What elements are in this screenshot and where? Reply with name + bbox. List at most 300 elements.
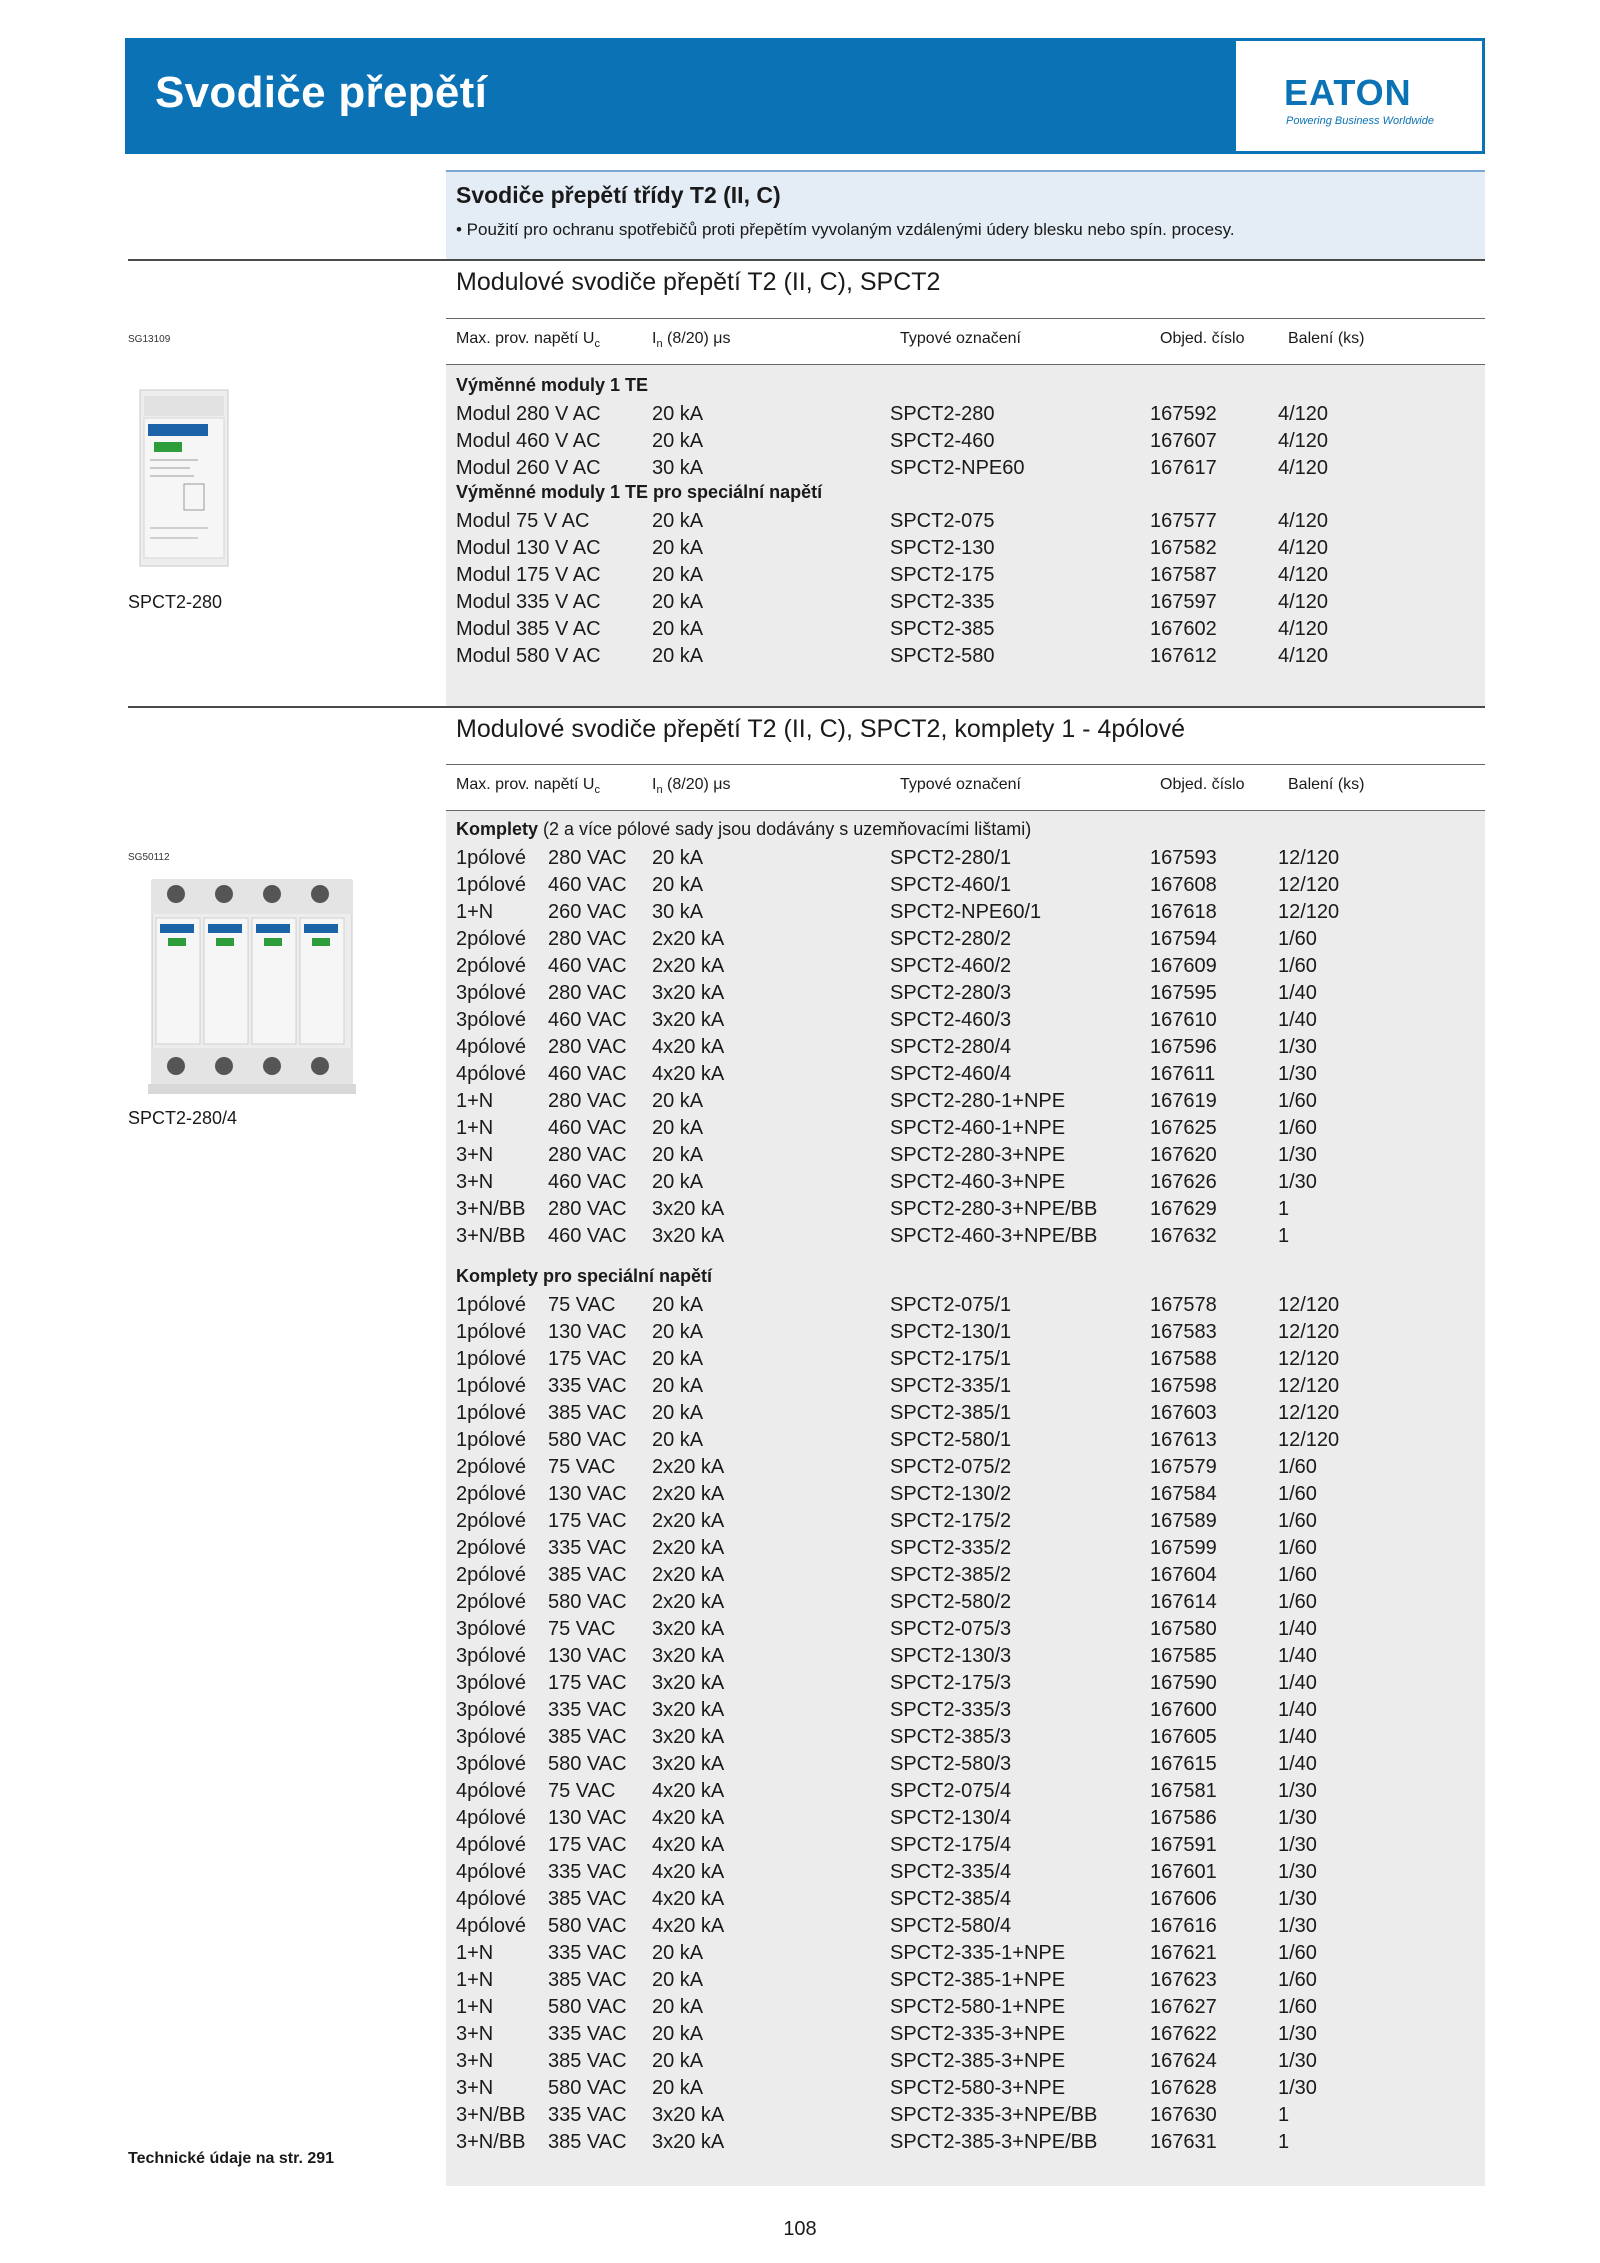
cell-a: Modul 385 V AC [456,618,601,640]
cell-d: SPCT2-NPE60/1 [890,901,1042,923]
table-row [0,1169,1600,1196]
cell-c: 20 kA [652,1375,704,1397]
cell-a: 3pólové [456,1672,527,1694]
cell-d: SPCT2-460/3 [890,1009,1012,1031]
cell-c: 20 kA [652,2077,704,2099]
cell-e: 167613 [1150,1429,1217,1451]
table-row [0,1223,1600,1250]
table-row [0,401,1600,428]
cell-a: 3+N/BB [456,2104,526,2126]
cell-c: 20 kA [652,847,704,869]
cell-c: 20 kA [652,1429,704,1451]
cell-b: 75 VAC [548,1780,616,1802]
col-head-current: $I_n$ (8/20) μs [652,330,731,351]
cell-c: 3x20 kA [652,1753,725,1775]
cell-f: 1/30 [1278,1063,1317,1085]
cell-d: SPCT2-280/4 [890,1036,1012,1058]
cell-f: 12/120 [1278,847,1340,869]
cell-a: 2pólové [456,1510,527,1532]
table-row [0,1427,1600,1454]
cell-d: SPCT2-385-3+NPE/BB [890,2131,1098,2153]
cell-e: 167578 [1150,1294,1217,1316]
table-row [0,1373,1600,1400]
cell-d: SPCT2-075/4 [890,1780,1012,1802]
cell-f: 1 [1278,1225,1290,1247]
cell-d: SPCT2-175/3 [890,1672,1012,1694]
cell-e: 167585 [1150,1645,1217,1667]
col-head-voltage: Max. prov. napětí $U_c$ [456,776,600,797]
cell-e: 167618 [1150,901,1217,923]
table-row [0,1805,1600,1832]
cell-b: 175 VAC [548,1510,627,1532]
cell-a: Modul 280 V AC [456,403,601,425]
cell-b: 130 VAC [548,1807,627,1829]
table-row [0,589,1600,616]
cell-f: 4/120 [1278,564,1329,586]
cell-f: 1/40 [1278,1618,1317,1640]
cell-c: 20 kA [652,645,704,667]
cell-d: SPCT2-130/2 [890,1483,1012,1505]
cell-b: 335 VAC [548,2104,627,2126]
cell-a: 3pólové [456,1753,527,1775]
cell-c: 20 kA [652,1402,704,1424]
cell-b: 280 VAC [548,928,627,950]
cell-c: 4x20 kA [652,1834,725,1856]
cell-e: 167607 [1150,430,1217,452]
cell-e: 167617 [1150,457,1217,479]
cell-b: 335 VAC [548,1942,627,1964]
cell-d: SPCT2-280/2 [890,928,1012,950]
cell-e: 167612 [1150,645,1217,667]
cell-a: 4pólové [456,1834,527,1856]
cell-e: 167621 [1150,1942,1217,1964]
cell-c: 3x20 kA [652,2131,725,2153]
header-rule [446,764,1485,765]
cell-e: 167586 [1150,1807,1217,1829]
eaton-logo-mark [1284,75,1434,111]
cell-e: 167631 [1150,2131,1217,2153]
cell-f: 1/40 [1278,1009,1317,1031]
cell-e: 167610 [1150,1009,1217,1031]
cell-f: 1/40 [1278,982,1317,1004]
cell-b: 175 VAC [548,1348,627,1370]
cell-b: 580 VAC [548,1591,627,1613]
cell-a: 1pólové [456,1294,527,1316]
cell-b: 385 VAC [548,1888,627,1910]
table-row [0,1589,1600,1616]
cell-f: 4/120 [1278,403,1329,425]
cell-d: SPCT2-130/4 [890,1807,1012,1829]
table-row [0,1967,1600,1994]
table-row [0,1616,1600,1643]
cell-c: 4x20 kA [652,1807,725,1829]
group-heading [456,1266,712,1287]
table-row [0,1400,1600,1427]
cell-f: 1/40 [1278,1699,1317,1721]
table-row [0,2048,1600,2075]
cell-f: 1/30 [1278,1780,1317,1802]
group-title: Výměnné moduly 1 TE pro speciální napětí [456,482,823,502]
cell-d: SPCT2-580/3 [890,1753,1012,1775]
group-title: Výměnné moduly 1 TE [456,375,649,395]
table-row [0,643,1600,670]
cell-e: 167619 [1150,1090,1217,1112]
cell-b: 130 VAC [548,1483,627,1505]
cell-b: 385 VAC [548,2050,627,2072]
cell-b: 580 VAC [548,1915,627,1937]
cell-d: SPCT2-385/4 [890,1888,1012,1910]
cell-f: 1/60 [1278,1090,1317,1112]
col-head-current: $I_n$ (8/20) μs [652,776,731,797]
cell-a: 2pólové [456,1564,527,1586]
cell-d: SPCT2-075/1 [890,1294,1012,1316]
cell-c: 20 kA [652,430,704,452]
cell-d: SPCT2-335/1 [890,1375,1012,1397]
cell-c: 20 kA [652,510,704,532]
cell-e: 167601 [1150,1861,1217,1883]
cell-b: 460 VAC [548,1063,627,1085]
cell-a: 3+N/BB [456,2131,526,2153]
table-row [0,616,1600,643]
cell-f: 1/60 [1278,1996,1317,2018]
cell-f: 1/60 [1278,1537,1317,1559]
cell-b: 385 VAC [548,1969,627,1991]
cell-d: SPCT2-460-1+NPE [890,1117,1066,1139]
col-head-order: Objed. číslo [1160,776,1245,793]
cell-b: 580 VAC [548,1429,627,1451]
product-label: SPCT2-280/4 [128,1108,238,1128]
cell-c: 20 kA [652,1144,704,1166]
cell-c: 2x20 kA [652,928,725,950]
cell-f: 1/30 [1278,1807,1317,1829]
cell-f: 12/120 [1278,1375,1340,1397]
cell-c: 30 kA [652,457,704,479]
cell-e: 167599 [1150,1537,1217,1559]
cell-f: 1/60 [1278,928,1317,950]
cell-a: Modul 460 V AC [456,430,601,452]
cell-e: 167602 [1150,618,1217,640]
cell-c: 20 kA [652,618,704,640]
cell-c: 3x20 kA [652,982,725,1004]
cell-c: 3x20 kA [652,1672,725,1694]
cell-b: 580 VAC [548,1753,627,1775]
table-row [0,1346,1600,1373]
cell-a: 3pólové [456,1645,527,1667]
cell-f: 1/60 [1278,1510,1317,1532]
table-row [0,455,1600,482]
table-row [0,1994,1600,2021]
cell-d: SPCT2-280/3 [890,982,1012,1004]
cell-b: 460 VAC [548,874,627,896]
cell-e: 167624 [1150,2050,1217,2072]
cell-e: 167615 [1150,1753,1217,1775]
cell-f: 1/30 [1278,1888,1317,1910]
table-row [0,1292,1600,1319]
cell-a: 2pólové [456,1537,527,1559]
cell-c: 4x20 kA [652,1888,725,1910]
cell-e: 167603 [1150,1402,1217,1424]
cell-a: 2pólové [456,955,527,977]
cell-f: 1/40 [1278,1645,1317,1667]
cell-c: 20 kA [652,1942,704,1964]
cell-a: 1pólové [456,1348,527,1370]
cell-a: 2pólové [456,1483,527,1505]
cell-c: 3x20 kA [652,1618,725,1640]
cell-c: 20 kA [652,403,704,425]
cell-d: SPCT2-460 [890,430,995,452]
cell-a: Modul 75 V AC [456,510,590,532]
table-row [0,1778,1600,1805]
cell-d: SPCT2-335/3 [890,1699,1012,1721]
table-row [0,1142,1600,1169]
cell-b: 460 VAC [548,1117,627,1139]
cell-e: 167611 [1150,1063,1216,1085]
cell-f: 1/60 [1278,1969,1317,1991]
table-row [0,1508,1600,1535]
table-row [0,1454,1600,1481]
cell-b: 175 VAC [548,1672,627,1694]
cell-f: 1/60 [1278,1564,1317,1586]
cell-b: 130 VAC [548,1645,627,1667]
cell-f: 1/30 [1278,2023,1317,2045]
header-rule [446,318,1485,319]
cell-a: 2pólové [456,1456,527,1478]
cell-d: SPCT2-NPE60 [890,457,1025,479]
cell-b: 460 VAC [548,1009,627,1031]
left-separator [128,706,446,708]
cell-a: 1+N [456,1942,494,1964]
cell-a: 4pólové [456,1807,527,1829]
cell-a: 4pólové [456,1888,527,1910]
cell-d: SPCT2-385-3+NPE [890,2050,1066,2072]
cell-f: 1/30 [1278,2050,1317,2072]
cell-a: Modul 260 V AC [456,457,601,479]
cell-d: SPCT2-335-1+NPE [890,1942,1066,1964]
cell-d: SPCT2-580-1+NPE [890,1996,1066,2018]
cell-e: 167577 [1150,510,1217,532]
intro-title: Svodiče přepětí třídy T2 (II, C) [456,182,781,208]
cell-d: SPCT2-385-1+NPE [890,1969,1066,1991]
cell-b: 385 VAC [548,1402,627,1424]
cell-b: 280 VAC [548,847,627,869]
cell-e: 167579 [1150,1456,1217,1478]
cell-a: Modul 130 V AC [456,537,601,559]
cell-d: SPCT2-335-3+NPE [890,2023,1066,2045]
cell-d: SPCT2-580/1 [890,1429,1012,1451]
cell-a: 1+N [456,901,494,923]
cell-e: 167583 [1150,1321,1217,1343]
cell-f: 1/60 [1278,1456,1317,1478]
cell-e: 167622 [1150,2023,1217,2045]
cell-c: 2x20 kA [652,955,725,977]
cell-f: 1/40 [1278,1726,1317,1748]
cell-f: 1/30 [1278,1171,1317,1193]
cell-b: 385 VAC [548,1564,627,1586]
cell-d: SPCT2-175/1 [890,1348,1012,1370]
cell-c: 3x20 kA [652,1726,725,1748]
cell-b: 260 VAC [548,901,627,923]
cell-e: 167609 [1150,955,1217,977]
cell-c: 20 kA [652,537,704,559]
cell-f: 1/60 [1278,955,1317,977]
cell-b: 385 VAC [548,1726,627,1748]
cell-e: 167620 [1150,1144,1217,1166]
cell-b: 280 VAC [548,1198,627,1220]
cell-f: 1/60 [1278,1942,1317,1964]
cell-c: 20 kA [652,1171,704,1193]
cell-b: 335 VAC [548,1375,627,1397]
cell-e: 167614 [1150,1591,1217,1613]
page-title: Svodiče přepětí [155,68,488,117]
cell-d: SPCT2-460/2 [890,955,1012,977]
group-note: (2 a více pólové sady jsou dodávány s uzemňovacími lištami) [538,819,1032,839]
cell-f: 1/60 [1278,1483,1317,1505]
cell-b: 75 VAC [548,1294,616,1316]
cell-a: 3+N/BB [456,1198,526,1220]
cell-d: SPCT2-385 [890,618,995,640]
cell-b: 385 VAC [548,2131,627,2153]
cell-f: 1/30 [1278,1834,1317,1856]
cell-c: 4x20 kA [652,1915,725,1937]
cell-a: 1+N [456,1117,494,1139]
cell-a: 3pólové [456,1726,527,1748]
cell-d: SPCT2-335/4 [890,1861,1012,1883]
cell-c: 2x20 kA [652,1456,725,1478]
cell-f: 12/120 [1278,1429,1340,1451]
cell-c: 2x20 kA [652,1510,725,1532]
cell-f: 1/30 [1278,1915,1317,1937]
section1-title: Modulové svodiče přepětí T2 (II, C), SPCT2 [456,268,941,296]
cell-f: 12/120 [1278,874,1340,896]
cell-d: SPCT2-280 [890,403,995,425]
cell-d: SPCT2-580-3+NPE [890,2077,1066,2099]
cell-d: SPCT2-075/2 [890,1456,1012,1478]
cell-c: 20 kA [652,1969,704,1991]
cell-a: 3pólové [456,1699,527,1721]
cell-e: 167584 [1150,1483,1217,1505]
col-head-pack: Balení (ks) [1288,776,1365,793]
cell-a: 1pólové [456,847,527,869]
cell-f: 4/120 [1278,430,1329,452]
cell-c: 20 kA [652,591,704,613]
cell-f: 1/30 [1278,1144,1317,1166]
cell-e: 167597 [1150,591,1217,613]
cell-f: 1/40 [1278,1672,1317,1694]
cell-f: 12/120 [1278,901,1340,923]
col-head-type: Typové označení [900,776,1021,793]
table-row [0,1724,1600,1751]
cell-a: 1pólové [456,1321,527,1343]
cell-e: 167582 [1150,537,1217,559]
cell-b: 460 VAC [548,1225,627,1247]
cell-a: 4pólové [456,1861,527,1883]
cell-e: 167596 [1150,1036,1217,1058]
group-heading [456,819,1031,840]
product-image-4pole [148,872,356,1104]
cell-b: 460 VAC [548,1171,627,1193]
cell-b: 280 VAC [548,982,627,1004]
cell-f: 12/120 [1278,1294,1340,1316]
cell-a: 4pólové [456,1063,527,1085]
section2-title: Modulové svodiče přepětí T2 (II, C), SPCT2, komplety 1 - 4pólové [456,715,1186,743]
cell-c: 2x20 kA [652,1591,725,1613]
cell-a: 3+N [456,1171,494,1193]
cell-d: SPCT2-335-3+NPE/BB [890,2104,1098,2126]
header-bar [125,38,1485,154]
cell-f: 1/30 [1278,1036,1317,1058]
cell-b: 335 VAC [548,1537,627,1559]
table-row [0,1535,1600,1562]
cell-a: 3+N [456,2050,494,2072]
table-row [0,562,1600,589]
cell-f: 4/120 [1278,591,1329,613]
cell-b: 75 VAC [548,1456,616,1478]
cell-e: 167580 [1150,1618,1217,1640]
cell-c: 20 kA [652,2023,704,2045]
cell-c: 4x20 kA [652,1036,725,1058]
cell-b: 460 VAC [548,955,627,977]
cell-a: 3+N [456,2023,494,2045]
table-row [0,1697,1600,1724]
cell-d: SPCT2-385/3 [890,1726,1012,1748]
cell-f: 4/120 [1278,457,1329,479]
cell-a: 3+N [456,1144,494,1166]
cell-e: 167625 [1150,1117,1217,1139]
table-row [0,1196,1600,1223]
cell-c: 20 kA [652,1294,704,1316]
cell-a: 3+N/BB [456,1225,526,1247]
cell-e: 167616 [1150,1915,1217,1937]
cell-c: 20 kA [652,2050,704,2072]
table-row [0,2075,1600,2102]
logo-wordmark: EATON [1284,75,1412,111]
cell-e: 167593 [1150,847,1217,869]
cell-f: 1 [1278,1198,1290,1220]
table-row [0,1670,1600,1697]
cell-b: 175 VAC [548,1834,627,1856]
cell-a: 1pólové [456,874,527,896]
product-label: SPCT2-280 [128,592,223,612]
cell-d: SPCT2-175/4 [890,1834,1012,1856]
cell-d: SPCT2-075/3 [890,1618,1012,1640]
group-heading [456,482,822,503]
cell-d: SPCT2-130 [890,537,995,559]
intro-top-rule [446,170,1485,172]
cell-d: SPCT2-460-3+NPE/BB [890,1225,1098,1247]
table-row [0,1832,1600,1859]
cell-a: 1pólové [456,1429,527,1451]
table-row [0,1940,1600,1967]
group-title: Komplety pro speciální napětí [456,1266,713,1286]
cell-a: 1+N [456,1969,494,1991]
cell-c: 2x20 kA [652,1483,725,1505]
cell-e: 167632 [1150,1225,1217,1247]
cell-e: 167588 [1150,1348,1217,1370]
cell-b: 280 VAC [548,1036,627,1058]
cell-a: 3pólové [456,1618,527,1640]
cell-d: SPCT2-130/1 [890,1321,1012,1343]
cell-f: 4/120 [1278,645,1329,667]
cell-d: SPCT2-385/1 [890,1402,1012,1424]
cell-d: SPCT2-385/2 [890,1564,1012,1586]
cell-c: 20 kA [652,874,704,896]
cell-e: 167630 [1150,2104,1217,2126]
cell-a: 1+N [456,1090,494,1112]
cell-d: SPCT2-580/2 [890,1591,1012,1613]
cell-d: SPCT2-460-3+NPE [890,1171,1066,1193]
table-row [0,2021,1600,2048]
cell-d: SPCT2-175/2 [890,1510,1012,1532]
